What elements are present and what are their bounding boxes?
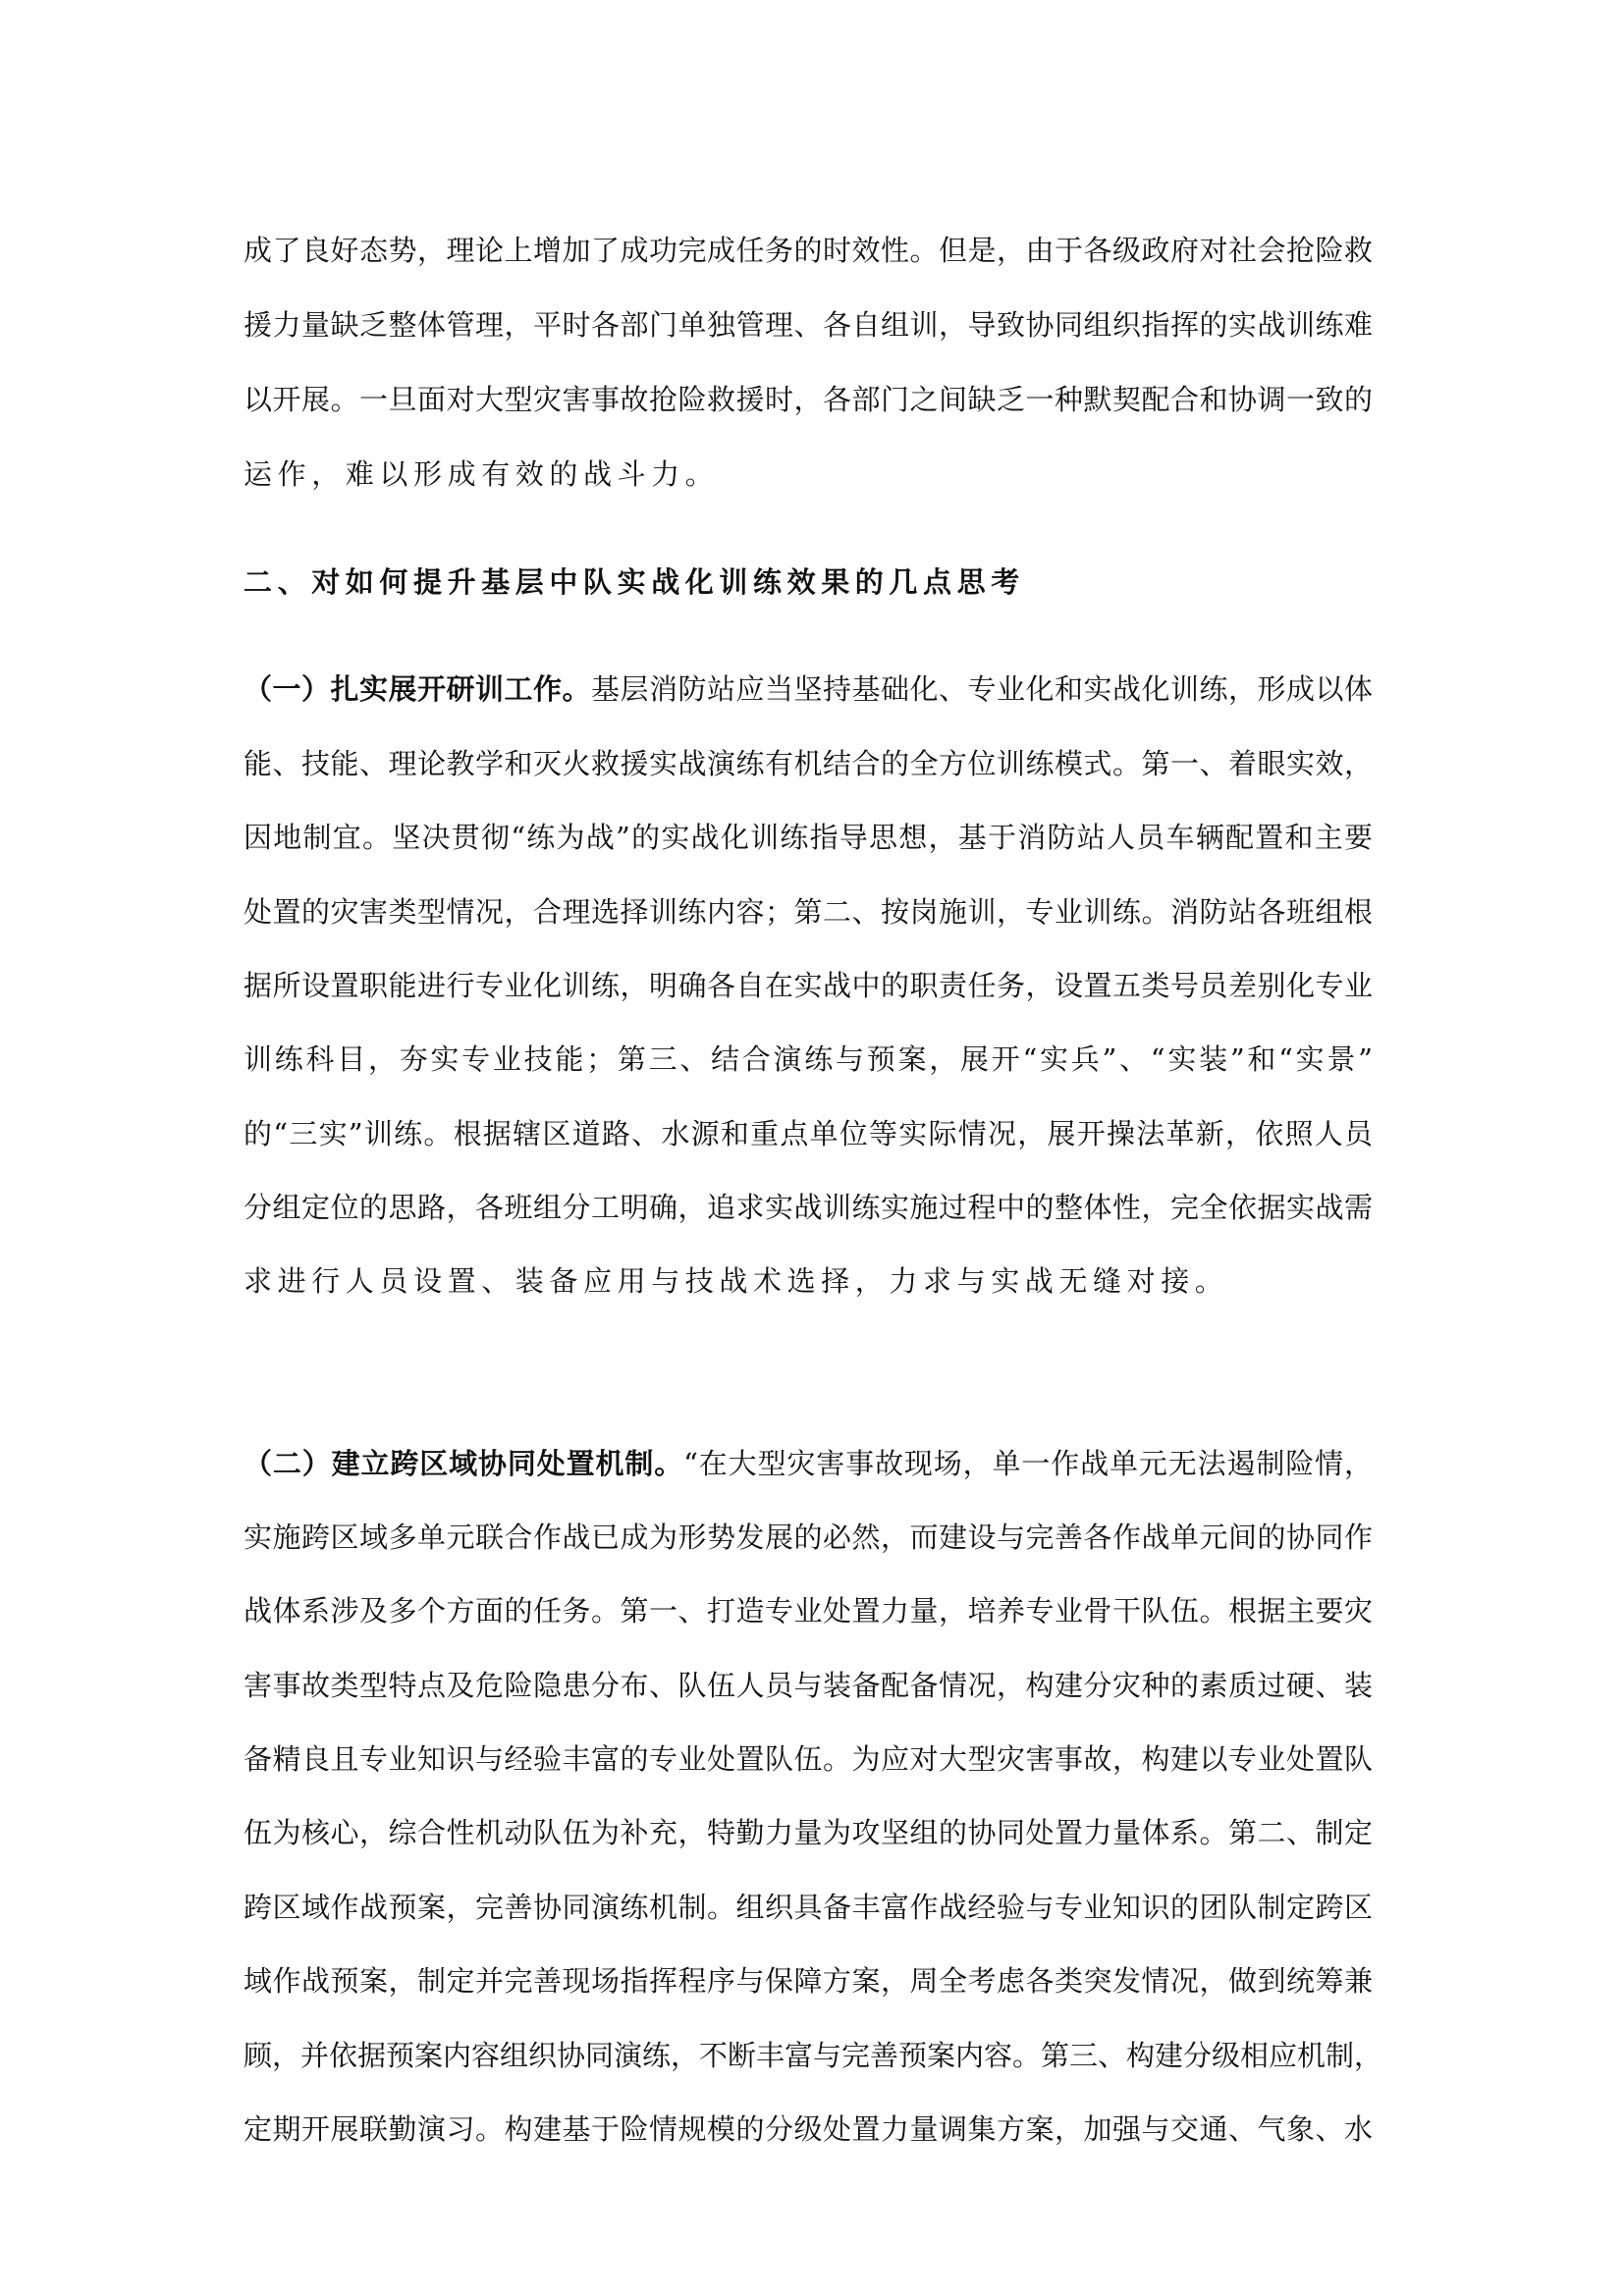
body-line: 定期开展联勤演习。构建基于险情规模的分级处置力量调集方案，加强与交通、气象、水	[244, 2112, 1373, 2146]
body-line: 能、技能、理论教学和灭火救援实战演练有机结合的全方位训练模式。第一、着眼实效，	[244, 747, 1373, 780]
body-line: 以开展。一旦面对大型灾害事故抢险救援时，各部门之间缺乏一种默契配合和协调一致的	[244, 383, 1373, 416]
body-line: 害事故类型特点及危险隐患分布、队伍人员与装备配备情况，构建分灾种的素质过硬、装	[244, 1669, 1373, 1702]
body-line	[244, 1444, 1373, 1483]
body-line: 援力量缺乏整体管理，平时各部门单独管理、各自组训，导致协同组织指挥的实战训练难	[244, 308, 1373, 342]
body-line: 求进行人员设置、装备应用与技战术选择，力求与实战无缝对接。	[244, 1264, 1229, 1298]
body-line: 分组定位的思路，各班组分工明确，追求实战训练实施过程中的整体性，完全依据实战需	[244, 1191, 1373, 1224]
body-line: 域作战预案，制定并完善现场指挥程序与保障方案，周全考虑各类突发情况，做到统筹兼	[244, 1964, 1373, 1998]
body-line: 伍为核心，综合性机动队伍为补充，特勤力量为攻坚组的协同处置力量体系。第二、制定	[244, 1816, 1373, 1849]
body-line: 战体系涉及多个方面的任务。第一、打造专业处置力量，培养专业骨干队伍。根据主要灾	[244, 1594, 1373, 1628]
body-line: 成了良好态势，理论上增加了成功完成任务的时效性。但是，由于各级政府对社会抢险救	[244, 234, 1373, 267]
body-line: 的“三实”训练。根据辖区道路、水源和重点单位等实际情况，展开操法革新，依照人员	[244, 1117, 1373, 1150]
body-line: 训练科目，夯实专业技能；第三、结合演练与预案，展开“实兵”、“实装”和“实景”	[244, 1042, 1373, 1076]
body-line: 因地制宜。坚决贯彻“练为战”的实战化训练指导思想，基于消防站人员车辆配置和主要	[244, 821, 1373, 854]
subsection-title: （二）建立跨区域协同处置机制。	[244, 1447, 684, 1480]
body-line: 运作，难以形成有效的战斗力。	[244, 457, 720, 491]
body-text: 基层消防站应当坚持基础化、专业化和实战化训练，形成以体	[591, 672, 1373, 706]
body-line	[244, 669, 1373, 709]
subsection-title: （一）扎实展开研训工作。	[244, 672, 591, 706]
section-heading: 二、对如何提升基层中队实战化训练效果的几点思考	[244, 565, 1025, 599]
body-line: 据所设置职能进行专业化训练，明确各自在实战中的职责任务，设置五类号员差别化专业	[244, 969, 1373, 1002]
body-line: 跨区域作战预案，完善协同演练机制。组织具备丰富作战经验与专业知识的团队制定跨区	[244, 1891, 1373, 1924]
body-line: 顾，并依据预案内容组织协同演练，不断丰富与完善预案内容。第三、构建分级相应机制，	[244, 2039, 1383, 2072]
body-text: “在大型灾害事故现场，单一作战单元无法遏制险情，	[683, 1447, 1373, 1480]
body-line: 处置的灾害类型情况，合理选择训练内容；第二、按岗施训，专业训练。消防站各班组根	[244, 895, 1373, 929]
body-line: 备精良且专业知识与经验丰富的专业处置队伍。为应对大型灾害事故，构建以专业处置队	[244, 1742, 1373, 1776]
body-line: 实施跨区域多单元联合作战已成为形势发展的必然，而建设与完善各作战单元间的协同作	[244, 1521, 1373, 1554]
